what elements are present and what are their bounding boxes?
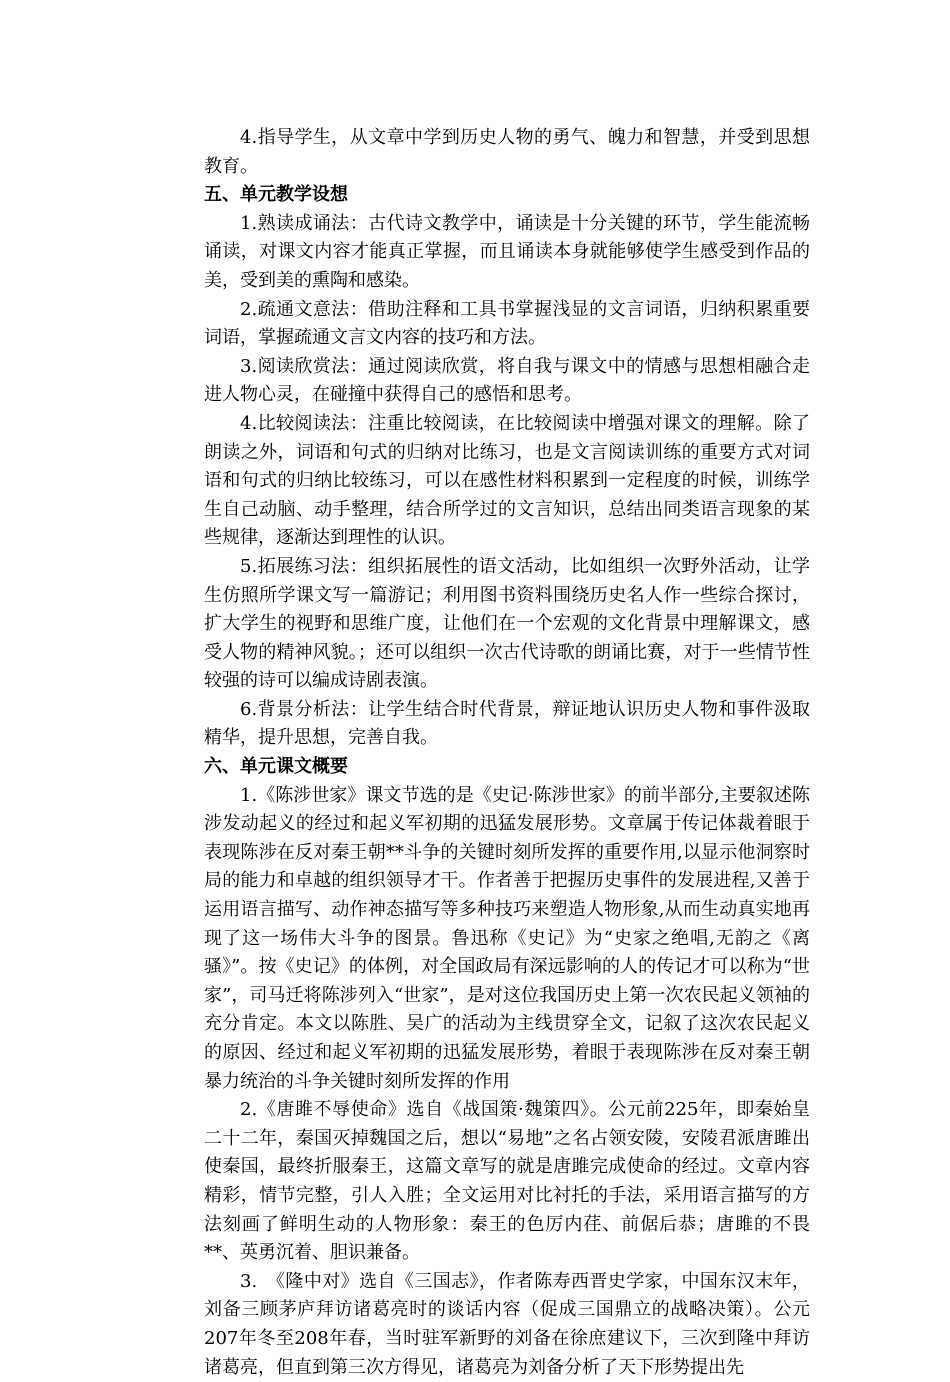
paragraph-objective-4: 4.指导学生，从文章中学到历史人物的勇气、魄力和智慧，并受到思想教育。 (204, 127, 810, 177)
paragraph-overview-2: 2.《唐雎不辱使命》选自《战国策·魏策四》。公元前225年，即秦始皇二十二年，秦国灭掉魏国之后，想以“易地”之名占领安陵，安陵君派唐雎出使秦国，最终折服秦王，这篇文章写的就是唐雎完成使命的经过。文章内容精彩，情节完整，引人入胜；全文运用对比衬托的手法，采用语言描写的方法刻画了鲜明生动的人物形象：秦王的色厉内荏、前倨后恭；唐雎的不畏**、英勇沉着、胆识兼备。 (204, 1099, 810, 1264)
paragraph-method-5: 5.拓展练习法：组织拓展性的语文活动，比如组织一次野外活动，让学生仿照所学课文写一篇游记；利用图书资料围绕历史名人作一些综合探讨，扩大学生的视野和思维广度，让他们在一个宏观的文化背景中理解课文，感受人物的精神风貌。；还可以组织一次古代诗歌的朗诵比赛，对于一些情节性较强的诗可以编成诗剧表演。 (204, 555, 810, 692)
paragraph-method-6: 6.背景分析法：让学生结合时代背景，辩证地认识历史人物和事件汲取精华，提升思想，完善自我。 (204, 698, 810, 749)
paragraph-method-4: 4.比较阅读法：注重比较阅读，在比较阅读中增强对课文的理解。除了朗读之外，词语和句式的归纳对比练习，也是文言阅读训练的重要方式对词语和句式的归纳比较练习，可以在感性材料积累到一定程度的时候，训练学生自己动脑、动手整理，结合所学过的文言知识，总结出同类语言现象的某些规律，逐渐达到理性的认识。 (204, 412, 810, 549)
paragraph-method-1: 1.熟读成诵法：古代诗文教学中，诵读是十分关键的环节，学生能流畅诵读，对课文内容才能真正掌握，而且诵读本身就能够使学生感受到作品的美，受到美的熏陶和感染。 (204, 212, 810, 291)
section-heading-teaching-ideas: 五、单元教学设想 (204, 184, 348, 206)
paragraph-overview-3: 3. 《隆中对》选自《三国志》，作者陈寿西晋史学家，中国东汉末年，刘备三顾茅庐拜访诸葛亮时的谈话内容（促成三国鼎立的战略决策）。公元207年冬至208年春，当时驻军新野的刘备在徐庶建议下，三次到隆中拜访诸葛亮，但直到第三次方得见，诸葛亮为刘备分析了天下形势提出先 (204, 1270, 810, 1378)
document-page (204, 124, 810, 1382)
section-heading-text-overview: 六、单元课文概要 (204, 756, 348, 778)
paragraph-method-2: 2.疏通文意法：借助注释和工具书掌握浅显的文言词语，归纳积累重要词语，掌握疏通文言文内容的技巧和方法。 (204, 298, 810, 349)
paragraph-overview-1: 1.《陈涉世家》课文节选的是《史记·陈涉世家》的前半部分,主要叙述陈涉发动起义的经过和起义军初期的迅猛发展形势。文章属于传记体裁着眼于表现陈涉在反对秦王朝**斗争的关键时刻所发挥的重要作用,以显示他洞察时局的能力和卓越的组织领导才干。作者善于把握历史事件的发展进程,又善于运用语言描写、动作神态描写等多种技巧来塑造人物形象,从而生动真实地再现了这一场伟大斗争的图景。鲁迅称《史记》为“史家之绝唱,无韵之《离骚》”。按《史记》的体例，对全国政局有深远影响的人的传记才可以称为“世家”，司马迁将陈涉列入“世家”，是对这位我国历史上第一次农民起义领袖的充分肯定。本文以陈胜、吴广的活动为主线贯穿全文，记叙了这次农民起义的原因、经过和起义军初期的迅猛发展形势，着眼于表现陈涉在反对秦王朝暴力统治的斗争关键时刻所发挥的作用 (204, 784, 810, 1092)
paragraph-method-3: 3.阅读欣赏法：通过阅读欣赏，将自我与课文中的情感与思想相融合走进人物心灵，在碰撞中获得自己的感悟和思考。 (204, 355, 810, 406)
